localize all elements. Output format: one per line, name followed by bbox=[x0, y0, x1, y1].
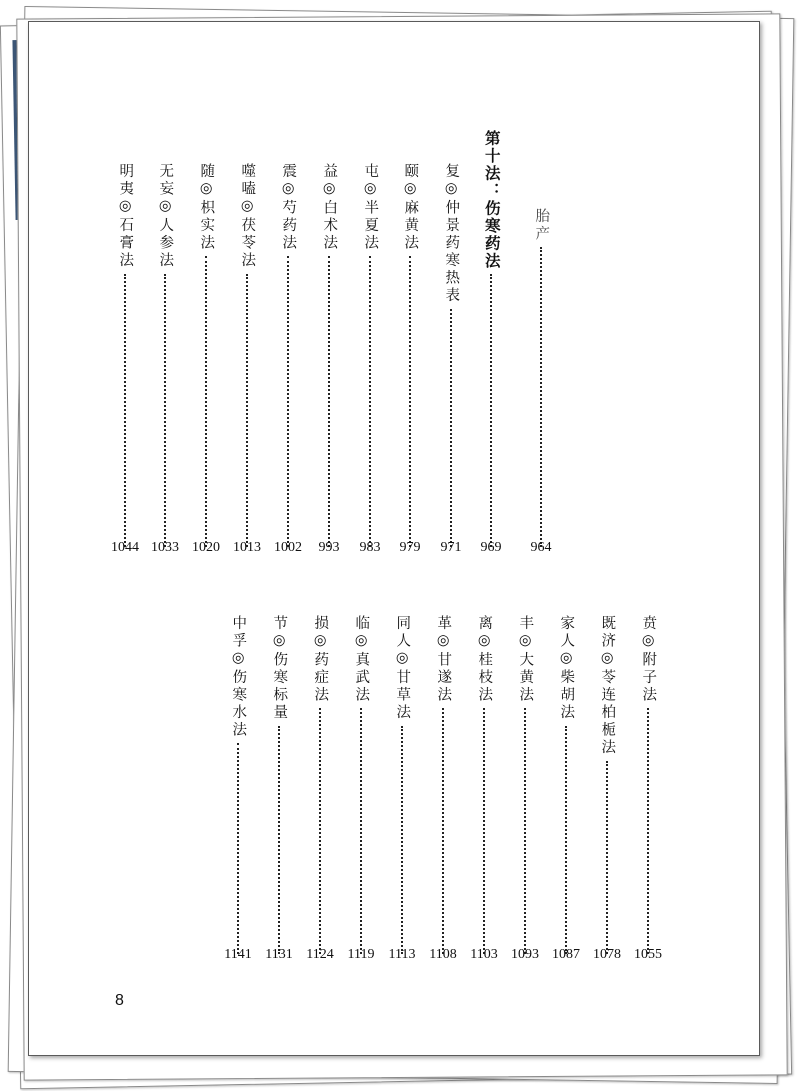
leader-dots bbox=[164, 274, 166, 548]
toc-entry[interactable] bbox=[308, 615, 332, 960]
toc-entry-title: 明夷◎石膏法 bbox=[117, 163, 134, 270]
toc-entry[interactable] bbox=[153, 163, 177, 553]
chapter-heading[interactable] bbox=[479, 130, 503, 553]
toc-entry bbox=[529, 208, 553, 553]
toc-entry[interactable] bbox=[431, 615, 455, 960]
toc-entry-title: 家人◎柴胡法 bbox=[558, 615, 575, 722]
toc-entry-title: 中孚◎伤寒水法 bbox=[230, 615, 247, 739]
leader-dots bbox=[369, 256, 371, 547]
leader-dots bbox=[287, 256, 289, 547]
toc-entry[interactable] bbox=[358, 163, 382, 553]
toc-entry-page: 1013 bbox=[233, 540, 261, 555]
toc-entry-page: 1093 bbox=[511, 947, 539, 962]
toc-entry-page: 971 bbox=[440, 540, 462, 555]
toc-entry-title: 屯◎半夏法 bbox=[362, 163, 379, 252]
leader-dots bbox=[246, 274, 248, 548]
toc-entry-title: 离◎桂枝法 bbox=[476, 615, 493, 704]
leader-dots bbox=[360, 708, 362, 954]
toc-entry[interactable] bbox=[349, 615, 373, 960]
toc-entry-title: 同人◎甘草法 bbox=[394, 615, 411, 722]
toc-entry-page: 993 bbox=[318, 540, 340, 555]
leader-dots bbox=[540, 247, 542, 547]
leader-dots bbox=[401, 726, 403, 955]
leader-dots bbox=[565, 726, 567, 955]
toc-entry-page: 1087 bbox=[552, 947, 580, 962]
toc-entry[interactable] bbox=[439, 163, 463, 553]
toc-entry[interactable] bbox=[398, 163, 422, 553]
toc-entry[interactable] bbox=[276, 163, 300, 553]
toc-entry-page: 1103 bbox=[470, 947, 498, 962]
toc-entry-title: 胎产 bbox=[533, 208, 550, 243]
toc-entry[interactable] bbox=[390, 615, 414, 960]
toc-entry-page: 1119 bbox=[347, 947, 375, 962]
toc-entry-title: 无妄◎人参法 bbox=[157, 163, 174, 270]
toc-entry-page: 1113 bbox=[388, 947, 416, 962]
toc-entry-page: 1055 bbox=[634, 947, 662, 962]
toc-entry-page: 1020 bbox=[192, 540, 220, 555]
toc-entry-title: 益◎白术法 bbox=[321, 163, 338, 252]
toc-entry-title: 随◎枳实法 bbox=[198, 163, 215, 252]
toc-entry-title: 丰◎大黄法 bbox=[517, 615, 534, 704]
toc-entry-page: 1124 bbox=[306, 947, 334, 962]
toc-entry-page: 1078 bbox=[593, 947, 621, 962]
toc-entry[interactable] bbox=[595, 615, 619, 960]
toc-entry[interactable] bbox=[235, 163, 259, 553]
toc-entry-page: 1044 bbox=[111, 540, 139, 555]
leader-dots bbox=[483, 708, 485, 954]
toc-entry[interactable] bbox=[113, 163, 137, 553]
toc-entry-title: 复◎仲景药寒热表 bbox=[443, 163, 460, 305]
toc-entry-page: 1002 bbox=[274, 540, 302, 555]
leader-dots bbox=[237, 743, 239, 954]
toc-entry-title: 损◎药症法 bbox=[312, 615, 329, 704]
chapter-title: 第十法：伤寒药法 bbox=[482, 130, 501, 270]
leader-dots bbox=[409, 256, 411, 547]
toc-entry[interactable] bbox=[194, 163, 218, 553]
toc-entry-page: 964 bbox=[530, 540, 552, 555]
leader-dots bbox=[205, 256, 207, 547]
toc-entry[interactable] bbox=[472, 615, 496, 960]
leader-dots bbox=[490, 274, 492, 547]
toc-entry-title: 革◎甘遂法 bbox=[435, 615, 452, 704]
toc-entry-title: 颐◎麻黄法 bbox=[402, 163, 419, 252]
leader-dots bbox=[319, 708, 321, 954]
toc-entry-title: 震◎芍药法 bbox=[280, 163, 297, 252]
toc-entry-page: 1131 bbox=[265, 947, 293, 962]
leader-dots bbox=[442, 708, 444, 954]
toc-entry[interactable] bbox=[267, 615, 291, 960]
toc-entry-title: 临◎真武法 bbox=[353, 615, 370, 704]
toc-entry[interactable] bbox=[636, 615, 660, 960]
toc-entry-title: 既济◎苓连柏栀法 bbox=[599, 615, 616, 757]
toc-entry[interactable] bbox=[226, 615, 250, 960]
document-page bbox=[28, 21, 760, 1056]
leader-dots bbox=[328, 256, 330, 547]
toc-entry[interactable] bbox=[317, 163, 341, 553]
toc-entry[interactable] bbox=[554, 615, 578, 960]
toc-entry-title: 节◎伤寒标量 bbox=[271, 615, 288, 722]
toc-entry-page: 983 bbox=[359, 540, 381, 555]
toc-entry-page: 969 bbox=[480, 540, 502, 555]
leader-dots bbox=[524, 708, 526, 954]
toc-entry-page: 1141 bbox=[224, 947, 252, 962]
leader-dots bbox=[606, 761, 608, 955]
toc-entry-page: 1108 bbox=[429, 947, 457, 962]
leader-dots bbox=[647, 708, 649, 954]
leader-dots bbox=[278, 726, 280, 955]
toc-entry-page: 1033 bbox=[151, 540, 179, 555]
toc-entry-title: 噬嗑◎茯苓法 bbox=[239, 163, 256, 270]
toc-entry-title: 贲◎附子法 bbox=[640, 615, 657, 704]
toc-entry[interactable] bbox=[513, 615, 537, 960]
toc-entry-page: 979 bbox=[399, 540, 421, 555]
leader-dots bbox=[450, 309, 452, 548]
page-number: 8 bbox=[115, 992, 124, 1009]
leader-dots bbox=[124, 274, 126, 548]
